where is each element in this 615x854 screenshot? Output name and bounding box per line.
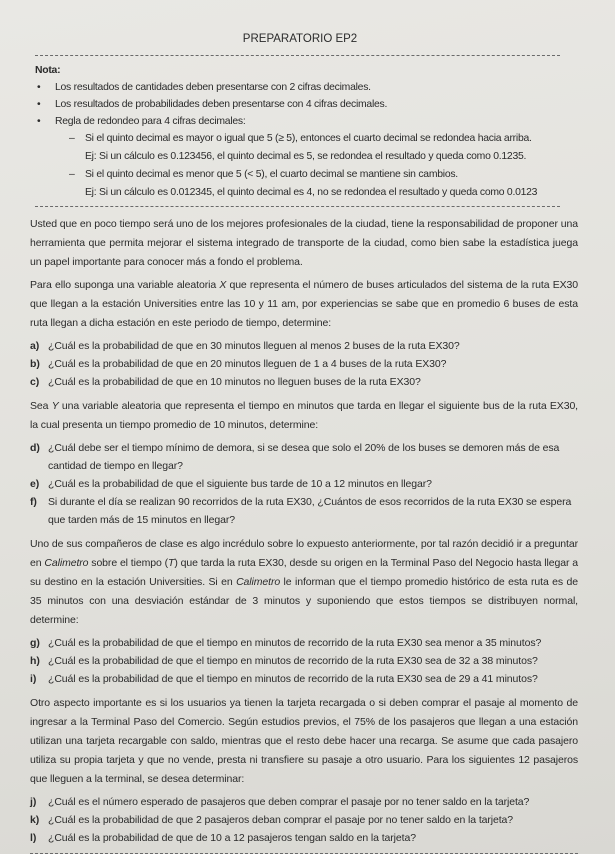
question-item [30, 634, 578, 652]
question-item [30, 337, 578, 355]
bullet-icon: • [37, 116, 41, 127]
question-text: ¿Cuál es la probabilidad de que en 10 minutos no lleguen buses de la ruta EX30? [48, 376, 421, 388]
rule-text: Si el quinto decimal es menor que 5 (< 5), el cuarto decimal se mantiene sin cambios. [85, 169, 458, 180]
question-letter: h) [30, 655, 40, 667]
problem-paragraph: Usted que en poco tiempo será uno de los mejores profesionales de la ciudad, tiene la responsabilidad de proponer una herramienta que permita mejorar el sistema integrado de transporte de la ciudad, como bien sabe la estadística juega un papel importante para conocer más a fondo el problema. [30, 218, 578, 268]
question-item [30, 652, 578, 670]
question-list [30, 337, 578, 391]
question-text: ¿Cuál es la probabilidad de que de 10 a 12 pasajeros tengan saldo en la tarjeta? [48, 832, 416, 844]
question-text: ¿Cuál es el número esperado de pasajeros que deben comprar el pasaje por no tener saldo en la tarjeta? [48, 796, 530, 808]
question-text: ¿Cuál es la probabilidad de que en 20 minutos lleguen de 1 a 4 buses de la ruta EX30? [48, 358, 447, 370]
problem-body [30, 215, 578, 847]
note-text: Regla de redondeo para 4 cifras decimales: [55, 116, 246, 127]
question-list [30, 439, 578, 529]
note-text: Los resultados de cantidades deben presentarse con 2 cifras decimales. [55, 82, 371, 93]
question-list [30, 793, 578, 847]
rounding-rule [67, 166, 580, 202]
question-item [30, 811, 578, 829]
question-letter: e) [30, 478, 40, 490]
rounding-rule [67, 130, 580, 166]
question-text: ¿Cuál es la probabilidad de que 2 pasajeros deban comprar el pasaje por no tener saldo en la tarjeta? [48, 814, 514, 826]
question-letter: k) [30, 814, 40, 826]
note-text: Los resultados de probabilidades deben presentarse con 4 cifras decimales. [55, 99, 388, 110]
note-list [35, 79, 580, 202]
problem-paragraph: Uno de sus compañeros de clase es algo incrédulo sobre lo expuesto anteriormente, por tal razón decidió ir a preguntar en Calimetro sobre el tiempo (T) que tarda la ruta EX30, desde su origen en la Terminal Paso del Negocio hasta llegar a su destino en la estación Universities. Si en Calimetro le informan que el tiempo promedio histórico de esta ruta es de 35 minutos con una desviación estándar de 3 minutos y suponiendo que estos tiempos se distribuyen normal, determine: [30, 538, 579, 626]
question-letter: a) [30, 340, 40, 352]
page-title: PREPARATORIO EP2 [242, 33, 358, 45]
question-item [30, 373, 578, 391]
note-box [35, 62, 580, 202]
question-item [30, 670, 578, 688]
document-page [30, 0, 580, 854]
question-text: ¿Cuál es la probabilidad de que el tiempo en minutos de recorrido de la ruta EX30 sea de 29 a 41 minutos? [48, 673, 538, 685]
question-item [30, 793, 578, 811]
bullet-icon: • [37, 82, 41, 93]
bullet-icon: • [37, 99, 41, 110]
rule-example: Ej: Si un cálculo es 0.012345, el quinto decimal es 4, no se redondea el resultado y queda como 0.0123 [85, 187, 538, 198]
question-item [30, 475, 578, 493]
rule-example: Ej: Si un cálculo es 0.123456, el quinto decimal es 5, se redondea el resultado y queda como 0.1235. [85, 151, 527, 162]
question-text: ¿Cuál debe ser el tiempo mínimo de demora, si se desea que solo el 20% de los buses se demoren más de esa cantidad de tiempo en llegar? [48, 442, 560, 472]
note-label: Nota: [35, 65, 61, 76]
dash-icon: – [69, 133, 75, 144]
question-text: Si durante el día se realizan 90 recorridos de la ruta EX30, ¿Cuántos de esos recorridos de la ruta EX30 se espera que tarden más de 15 minutos en llegar? [48, 496, 572, 526]
question-text: ¿Cuál es la probabilidad de que el tiempo en minutos de recorrido de la ruta EX30 sea menor a 35 minutos? [48, 637, 542, 649]
rule-text: Si el quinto decimal es mayor o igual que 5 (≥ 5), entonces el cuarto decimal se redondea hacia arriba. [85, 133, 532, 144]
question-text: ¿Cuál es la probabilidad de que el tiempo en minutos de recorrido de la ruta EX30 sea de 32 a 38 minutos? [48, 655, 538, 667]
question-list [30, 634, 578, 688]
question-item [30, 493, 578, 529]
note-item [35, 79, 580, 96]
question-item [30, 439, 578, 475]
question-letter: c) [30, 376, 40, 388]
divider [35, 206, 560, 207]
note-item [35, 113, 580, 202]
problem-paragraph: Sea Y una variable aleatoria que representa el tiempo en minutos que tarda en llegar el siguiente bus de la ruta EX30, la cual presenta un tiempo promedio de 10 minutos, determine: [30, 400, 578, 431]
question-letter: b) [30, 358, 40, 370]
question-letter: g) [30, 637, 40, 649]
divider [35, 55, 560, 56]
problem-paragraph: Otro aspecto importante es si los usuarios ya tienen la tarjeta recargada o si deben comprar el pasaje al momento de ingresar a la Terminal Paso del Comercio. Según estudios previos, el 75% de los pasajeros que llegan a una estación utilizan una tarjeta recargable con saldo, mientras que el resto debe hacer una recarga. Se asume que cada pasajero utiliza su propia tarjeta y que no vende, presta ni transfiere su pasaje a otro usuario. Para los siguientes 12 pasajeros que lleguen a la terminal, se desea determinar: [30, 697, 578, 785]
question-text: ¿Cuál es la probabilidad de que el siguiente bus tarde de 10 a 12 minutos en llegar? [48, 478, 432, 490]
question-letter: l) [30, 832, 37, 844]
note-item [35, 96, 580, 113]
dash-icon: – [69, 169, 75, 180]
question-letter: d) [30, 442, 40, 454]
question-letter: f) [30, 496, 37, 508]
question-item [30, 355, 578, 373]
rounding-rules [55, 130, 580, 202]
problem-paragraph: Para ello suponga una variable aleatoria X que representa el número de buses articulados del sistema de la ruta EX30 que llegan a la estación Universities entre las 10 y 11 am, por experiencias se sabe que en promedio 6 buses de esta ruta llegan a dicha estación en este periodo de tiempo, determine: [30, 279, 578, 329]
question-text: ¿Cuál es la probabilidad de que en 30 minutos lleguen al menos 2 buses de la ruta EX30? [48, 340, 460, 352]
question-letter: j) [30, 796, 37, 808]
question-letter: i) [30, 673, 37, 685]
